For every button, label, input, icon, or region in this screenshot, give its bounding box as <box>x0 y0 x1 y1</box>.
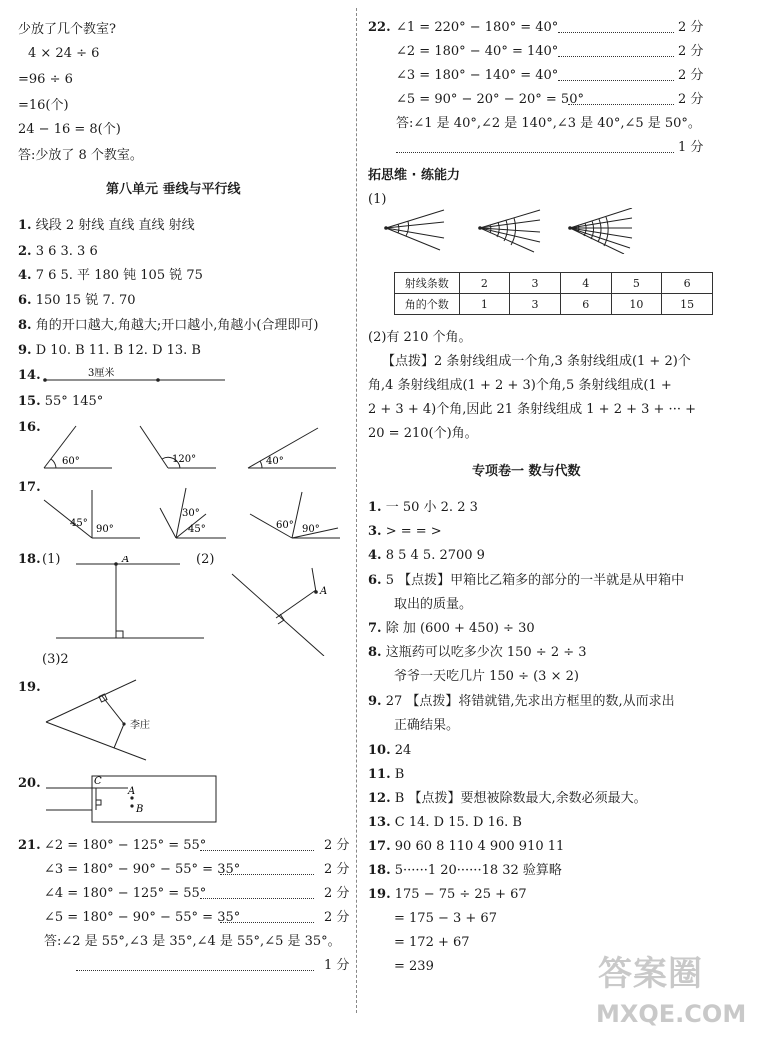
segment-label: 3厘米 <box>88 368 115 379</box>
angle-label: 40° <box>266 456 284 467</box>
angles-figure-17 <box>40 486 360 544</box>
unit-title: 第八单元 垂线与平行线 <box>106 182 241 197</box>
rays-figure <box>380 208 640 254</box>
table-header-cell: 角的个数 <box>395 294 460 315</box>
angle-label: 90° <box>96 524 114 535</box>
point-label: A <box>320 586 328 597</box>
answer-item: 取出的质量。 <box>394 597 473 612</box>
answer-item: 爷爷一天吃几片 150 ÷ (3 × 2) <box>394 669 579 684</box>
dot-leader <box>200 898 314 899</box>
parallel-figure <box>44 770 224 824</box>
answer-item: 1. 线段 2 射线 直线 直线 射线 <box>18 218 195 233</box>
dot-leader <box>200 850 314 851</box>
table-cell: 3 <box>510 294 561 315</box>
answer-line: 答:∠2 是 55°,∠3 是 35°,∠4 是 55°,∠5 是 35°。 <box>44 934 341 949</box>
section-title: 拓思维 · 练能力 <box>368 168 460 183</box>
table-cell: 5 <box>611 273 662 294</box>
angle-label: 90° <box>302 524 320 535</box>
angle-label: 45° <box>70 518 88 529</box>
question-number: 16. <box>18 420 41 435</box>
top-line: 少放了几个教室? <box>18 22 116 37</box>
watermark-logo: 答案圈 <box>598 954 703 994</box>
dot-leader <box>558 80 674 81</box>
answer-item: 9. D 10. B 11. B 12. D 13. B <box>18 343 201 358</box>
answer-item: 正确结果。 <box>394 718 460 733</box>
answer-item: = 172 + 67 <box>394 935 470 950</box>
table-cell: 6 <box>662 273 713 294</box>
score: 2 分 <box>678 92 704 107</box>
part-label: (1) <box>42 552 61 567</box>
table-cell: 6 <box>560 294 611 315</box>
part-label: (1) <box>368 192 387 207</box>
distance-figure <box>40 676 220 766</box>
answer-item: 11. B <box>368 767 405 782</box>
score: 2 分 <box>678 44 704 59</box>
work-line: ∠3 = 180° − 140° = 40° <box>396 68 559 83</box>
answer-item: 4. 7 6 5. 平 180 钝 105 锐 75 <box>18 268 203 283</box>
score: 2 分 <box>678 68 704 83</box>
dot-leader <box>558 56 674 57</box>
work-line: ∠2 = 180° − 125° = 55° <box>44 838 207 853</box>
answer-item: 18. 5······1 20······18 32 验算略 <box>368 863 562 878</box>
score: 2 分 <box>324 910 350 925</box>
point-label: B <box>136 804 144 815</box>
answer-line: (2)有 210 个角。 <box>368 330 472 345</box>
dot-leader <box>558 32 674 33</box>
work-line: ∠5 = 90° − 20° − 20° = 50° <box>396 92 584 107</box>
angle-label: 45° <box>188 524 206 535</box>
dot-leader <box>76 970 314 971</box>
answer-item: 17. 90 60 8 110 4 900 910 11 <box>368 839 565 854</box>
angle-label: 60° <box>276 520 294 531</box>
top-line: 4 × 24 ÷ 6 <box>28 46 100 61</box>
score: 2 分 <box>678 20 704 35</box>
place-label: 李庄 <box>130 720 150 731</box>
work-line: ∠3 = 180° − 90° − 55° = 35° <box>44 862 241 877</box>
score: 1 分 <box>324 958 350 973</box>
question-number: 18. <box>18 552 41 567</box>
table-cell: 4 <box>560 273 611 294</box>
rays-angles-table <box>394 272 713 315</box>
dot-leader <box>568 104 674 105</box>
answer-item: = 239 <box>394 959 434 974</box>
answer-item: 2. 3 6 3. 3 6 <box>18 244 98 259</box>
dot-leader <box>220 874 314 875</box>
answer-item: 19. 175 − 75 ÷ 25 + 67 <box>368 887 527 902</box>
answer-item: 4. 8 5 4 5. 2700 9 <box>368 548 485 563</box>
table-cell: 10 <box>611 294 662 315</box>
question-number: 21. <box>18 838 41 853</box>
work-line: ∠5 = 180° − 90° − 55° = 35° <box>44 910 241 925</box>
point-label: A <box>122 556 130 565</box>
answer-item: 1. 一 50 小 2. 2 3 <box>368 500 478 515</box>
answer-line: 答:∠1 是 40°,∠2 是 140°,∠3 是 40°,∠5 是 50°。 <box>396 116 701 131</box>
angle-label: 120° <box>172 454 197 465</box>
top-line: =96 ÷ 6 <box>18 72 73 87</box>
dot-leader <box>396 152 674 153</box>
hint-line: 20 = 210(个)角。 <box>368 426 478 441</box>
work-line: ∠2 = 180° − 40° = 140° <box>396 44 559 59</box>
answer-item: 10. 24 <box>368 743 412 758</box>
point-label: C <box>94 776 102 787</box>
top-line: 24 − 16 = 8(个) <box>18 122 121 137</box>
question-number: 19. <box>18 680 41 695</box>
top-line: =16(个) <box>18 98 69 113</box>
perpendicular-figure <box>54 556 354 656</box>
table-cell: 2 <box>459 273 510 294</box>
table-header-cell: 射线条数 <box>395 273 460 294</box>
angle-label: 30° <box>182 508 200 519</box>
answer-item: 7. 除 加 (600 + 450) ÷ 30 <box>368 621 535 636</box>
watermark-url: MXQE.COM <box>596 1000 747 1028</box>
answer-item: 13. C 14. D 15. D 16. B <box>368 815 522 830</box>
score: 2 分 <box>324 862 350 877</box>
answer-item: 9. 27 【点拨】将错就错,先求出方框里的数,从而求出 <box>368 694 675 709</box>
table-row <box>395 294 713 315</box>
hint-line: 【点拨】2 条射线组成一个角,3 条射线组成(1 + 2)个 <box>382 354 691 369</box>
score: 1 分 <box>678 140 704 155</box>
table-cell: 1 <box>459 294 510 315</box>
dot-leader <box>220 922 314 923</box>
work-line: ∠1 = 220° − 180° = 40° <box>396 20 559 35</box>
hint-line: 2 + 3 + 4)个角,因此 21 条射线组成 1 + 2 + 3 + ··· + <box>368 402 696 417</box>
answer-item: 8. 角的开口越大,角越大;开口越小,角越小(合理即可) <box>18 318 319 333</box>
hint-line: 角,4 条射线组成(1 + 2 + 3)个角,5 条射线组成(1 + <box>368 378 672 393</box>
answer-item: = 175 − 3 + 67 <box>394 911 497 926</box>
table-cell: 15 <box>662 294 713 315</box>
point-label: A <box>128 786 136 797</box>
answer-item: 12. B 【点拨】要想被除数最大,余数必须最大。 <box>368 791 647 806</box>
part-label: (3)2 <box>42 652 69 667</box>
top-line: 答:少放了 8 个教室。 <box>18 148 143 163</box>
angle-label: 60° <box>62 456 80 467</box>
score: 2 分 <box>324 886 350 901</box>
answer-item: 6. 150 15 锐 7. 70 <box>18 293 136 308</box>
work-line: ∠4 = 180° − 125° = 55° <box>44 886 207 901</box>
angles-figure-16 <box>40 422 360 474</box>
table-cell: 3 <box>510 273 561 294</box>
question-number: 14. <box>18 368 41 383</box>
answer-item: 8. 这瓶药可以吃多少次 150 ÷ 2 ÷ 3 <box>368 645 587 660</box>
segment-figure <box>40 366 230 386</box>
question-number: 17. <box>18 480 41 495</box>
question-number: 22. <box>368 20 391 35</box>
question-number: 20. <box>18 776 41 791</box>
table-row <box>395 273 713 294</box>
answer-item: 6. 5 【点拨】甲箱比乙箱多的部分的一半就是从甲箱中 <box>368 573 685 588</box>
score: 2 分 <box>324 838 350 853</box>
part-label: (2) <box>196 552 215 567</box>
answer-item: 3. > = = > <box>368 524 442 539</box>
section-title: 专项卷一 数与代数 <box>472 464 581 479</box>
answer-item: 15. 55° 145° <box>18 394 104 409</box>
